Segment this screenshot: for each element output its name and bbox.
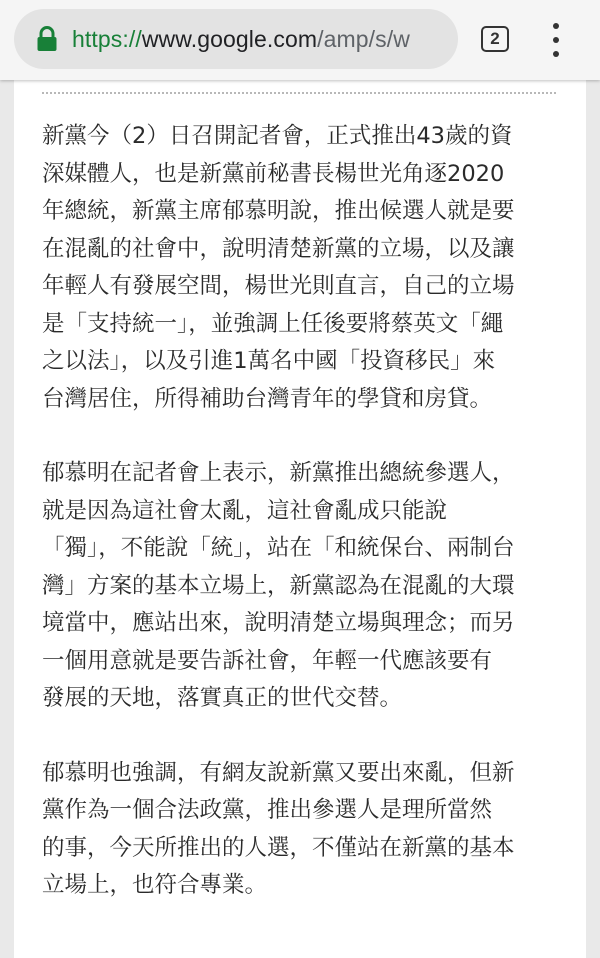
page-content [14,80,586,958]
address-bar[interactable] [14,9,458,69]
paragraph-line: 深媒體人，也是新黨前秘書長楊世光角逐2020 [42,160,505,187]
paragraph-line: 台灣居住，所得補助台灣青年的學貸和房貸。 [42,385,493,412]
url-host: www.google.com [141,25,318,52]
lock-icon[interactable] [36,26,58,52]
article-paragraph [42,755,572,905]
paragraph-line: 在混亂的社會中，說明清楚新黨的立場，以及讓 [42,235,515,262]
url-text[interactable] [72,26,410,53]
article-paragraph [42,455,572,718]
paragraph-line: 境當中，應站出來，說明清楚立場與理念；而另 [42,610,515,636]
more-vert-icon[interactable] [544,22,568,58]
paragraph-line: 一個用意就是要告訴社會，年輕一代應該要有 [42,647,493,674]
paragraph-line: 黨作為一個合法政黨，推出參選人是理所當然 [42,797,493,823]
article-paragraph [42,118,572,418]
paragraph-line: 立場上，也符合專業。 [42,872,268,898]
content-divider [42,92,556,94]
paragraph-line: 的事，今天所推出的人選，不僅站在新黨的基本 [42,834,515,861]
paragraph-line: 是「支持統一」，並強調上任後要將蔡英文「繩 [42,310,504,337]
paragraph-line: 灣」方案的基本立場上，新黨認為在混亂的大環 [42,572,515,599]
article-body [42,118,572,942]
url-scheme: https:// [72,25,142,52]
paragraph-line: 郁慕明也強調，有網友說新黨又要出來亂，但新 [42,759,515,786]
paragraph-line: 發展的天地，落實真正的世代交替。 [42,685,403,711]
paragraph-line: 年總統，新黨主席郁慕明說，推出候選人就是要 [42,198,515,224]
paragraph-line: 郁慕明在記者會上表示，新黨推出總統參選人， [42,460,515,486]
url-path: /amp/s/w [317,25,410,52]
paragraph-line: 「獨」，不能說「統」，站在「和統保台、兩制台 [42,535,515,561]
paragraph-line: 之以法」，以及引進1萬名中國「投資移民」來 [42,348,496,374]
paragraph-line: 新黨今（2）日召開記者會，正式推出43歲的資 [42,123,513,149]
tab-switcher-button[interactable]: 2 [481,26,509,52]
paragraph-line: 就是因為這社會太亂，這社會亂成只能說 [42,497,448,524]
browser-toolbar [0,0,600,80]
paragraph-line: 年輕人有發展空間，楊世光則直言，自己的立場 [42,273,515,299]
